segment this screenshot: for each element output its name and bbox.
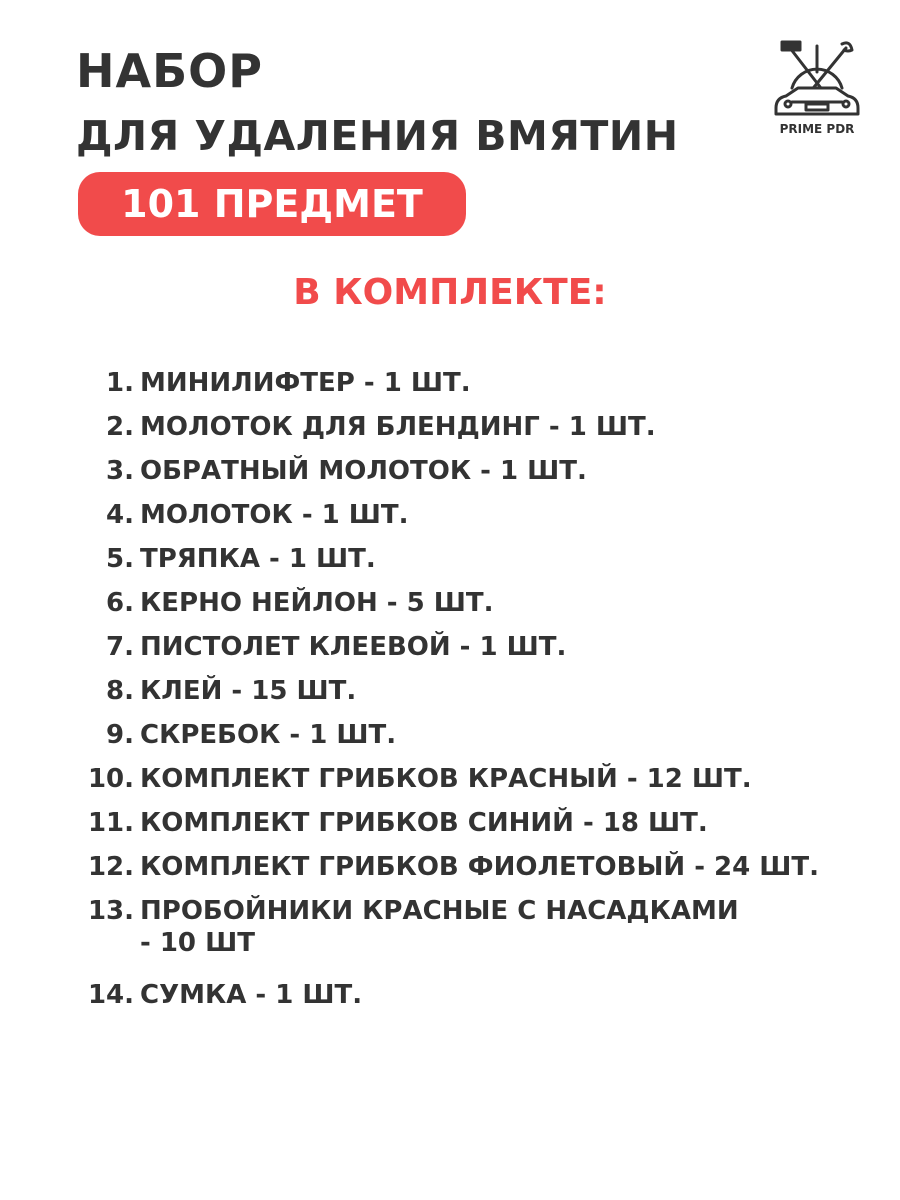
item-number: 7.	[106, 632, 134, 662]
list-item	[0, 368, 900, 408]
item-text-continued: - 10 ШТ	[140, 928, 255, 958]
item-text: МИНИЛИФТЕР - 1 ШТ.	[140, 368, 471, 398]
item-text: МОЛОТОК ДЛЯ БЛЕНДИНГ - 1 ШТ.	[140, 412, 656, 442]
item-text: ПИСТОЛЕТ КЛЕЕВОЙ - 1 ШТ.	[140, 632, 567, 662]
item-number: 14.	[87, 980, 134, 1010]
item-number: 4.	[106, 500, 134, 530]
item-number: 9.	[106, 720, 134, 750]
item-number: 5.	[106, 544, 134, 574]
list-item	[0, 980, 900, 1020]
item-number: 12.	[87, 852, 134, 882]
list-item	[0, 500, 900, 540]
item-number: 11.	[87, 808, 134, 838]
brand-logo	[762, 36, 872, 146]
item-number: 2.	[106, 412, 134, 442]
list-item	[0, 808, 900, 848]
item-text: МОЛОТОК - 1 ШТ.	[140, 500, 409, 530]
item-text: КЕРНО НЕЙЛОН - 5 ШТ.	[140, 588, 494, 618]
list-item	[0, 632, 900, 672]
list-item	[0, 676, 900, 716]
item-text: СКРЕБОК - 1 ШТ.	[140, 720, 397, 750]
list-item	[0, 764, 900, 804]
car-and-tools-icon	[762, 36, 872, 122]
item-text: КОМПЛЕКТ ГРИБКОВ ФИОЛЕТОВЫЙ - 24 ШТ.	[140, 852, 820, 882]
item-text: СУМКА - 1 ШТ.	[140, 980, 363, 1010]
item-text: КОМПЛЕКТ ГРИБКОВ СИНИЙ - 18 ШТ.	[140, 808, 708, 838]
list-item	[0, 544, 900, 584]
item-number: 3.	[106, 456, 134, 486]
list-item	[0, 896, 900, 968]
page-title: НАБОР	[76, 44, 263, 98]
item-count-label: 101 ПРЕДМЕТ	[121, 182, 423, 226]
item-count-badge	[78, 172, 466, 236]
item-number: 10.	[87, 764, 134, 794]
item-number: 1.	[106, 368, 134, 398]
section-heading: В КОМПЛЕКТЕ:	[293, 272, 607, 313]
item-number: 8.	[106, 676, 134, 706]
list-item	[0, 456, 900, 496]
item-text: КОМПЛЕКТ ГРИБКОВ КРАСНЫЙ - 12 ШТ.	[140, 764, 752, 794]
item-text: ТРЯПКА - 1 ШТ.	[140, 544, 376, 574]
item-text: ОБРАТНЫЙ МОЛОТОК - 1 ШТ.	[140, 456, 587, 486]
list-item	[0, 412, 900, 452]
list-item	[0, 852, 900, 892]
item-number: 13.	[87, 896, 134, 926]
item-text: ПРОБОЙНИКИ КРАСНЫЕ С НАСАДКАМИ	[140, 896, 739, 926]
list-item	[0, 720, 900, 760]
list-item	[0, 588, 900, 628]
page-subtitle: ДЛЯ УДАЛЕНИЯ ВМЯТИН	[76, 112, 679, 160]
brand-name: PRIME PDR	[779, 122, 855, 136]
item-text: КЛЕЙ - 15 ШТ.	[140, 676, 357, 706]
item-number: 6.	[106, 588, 134, 618]
